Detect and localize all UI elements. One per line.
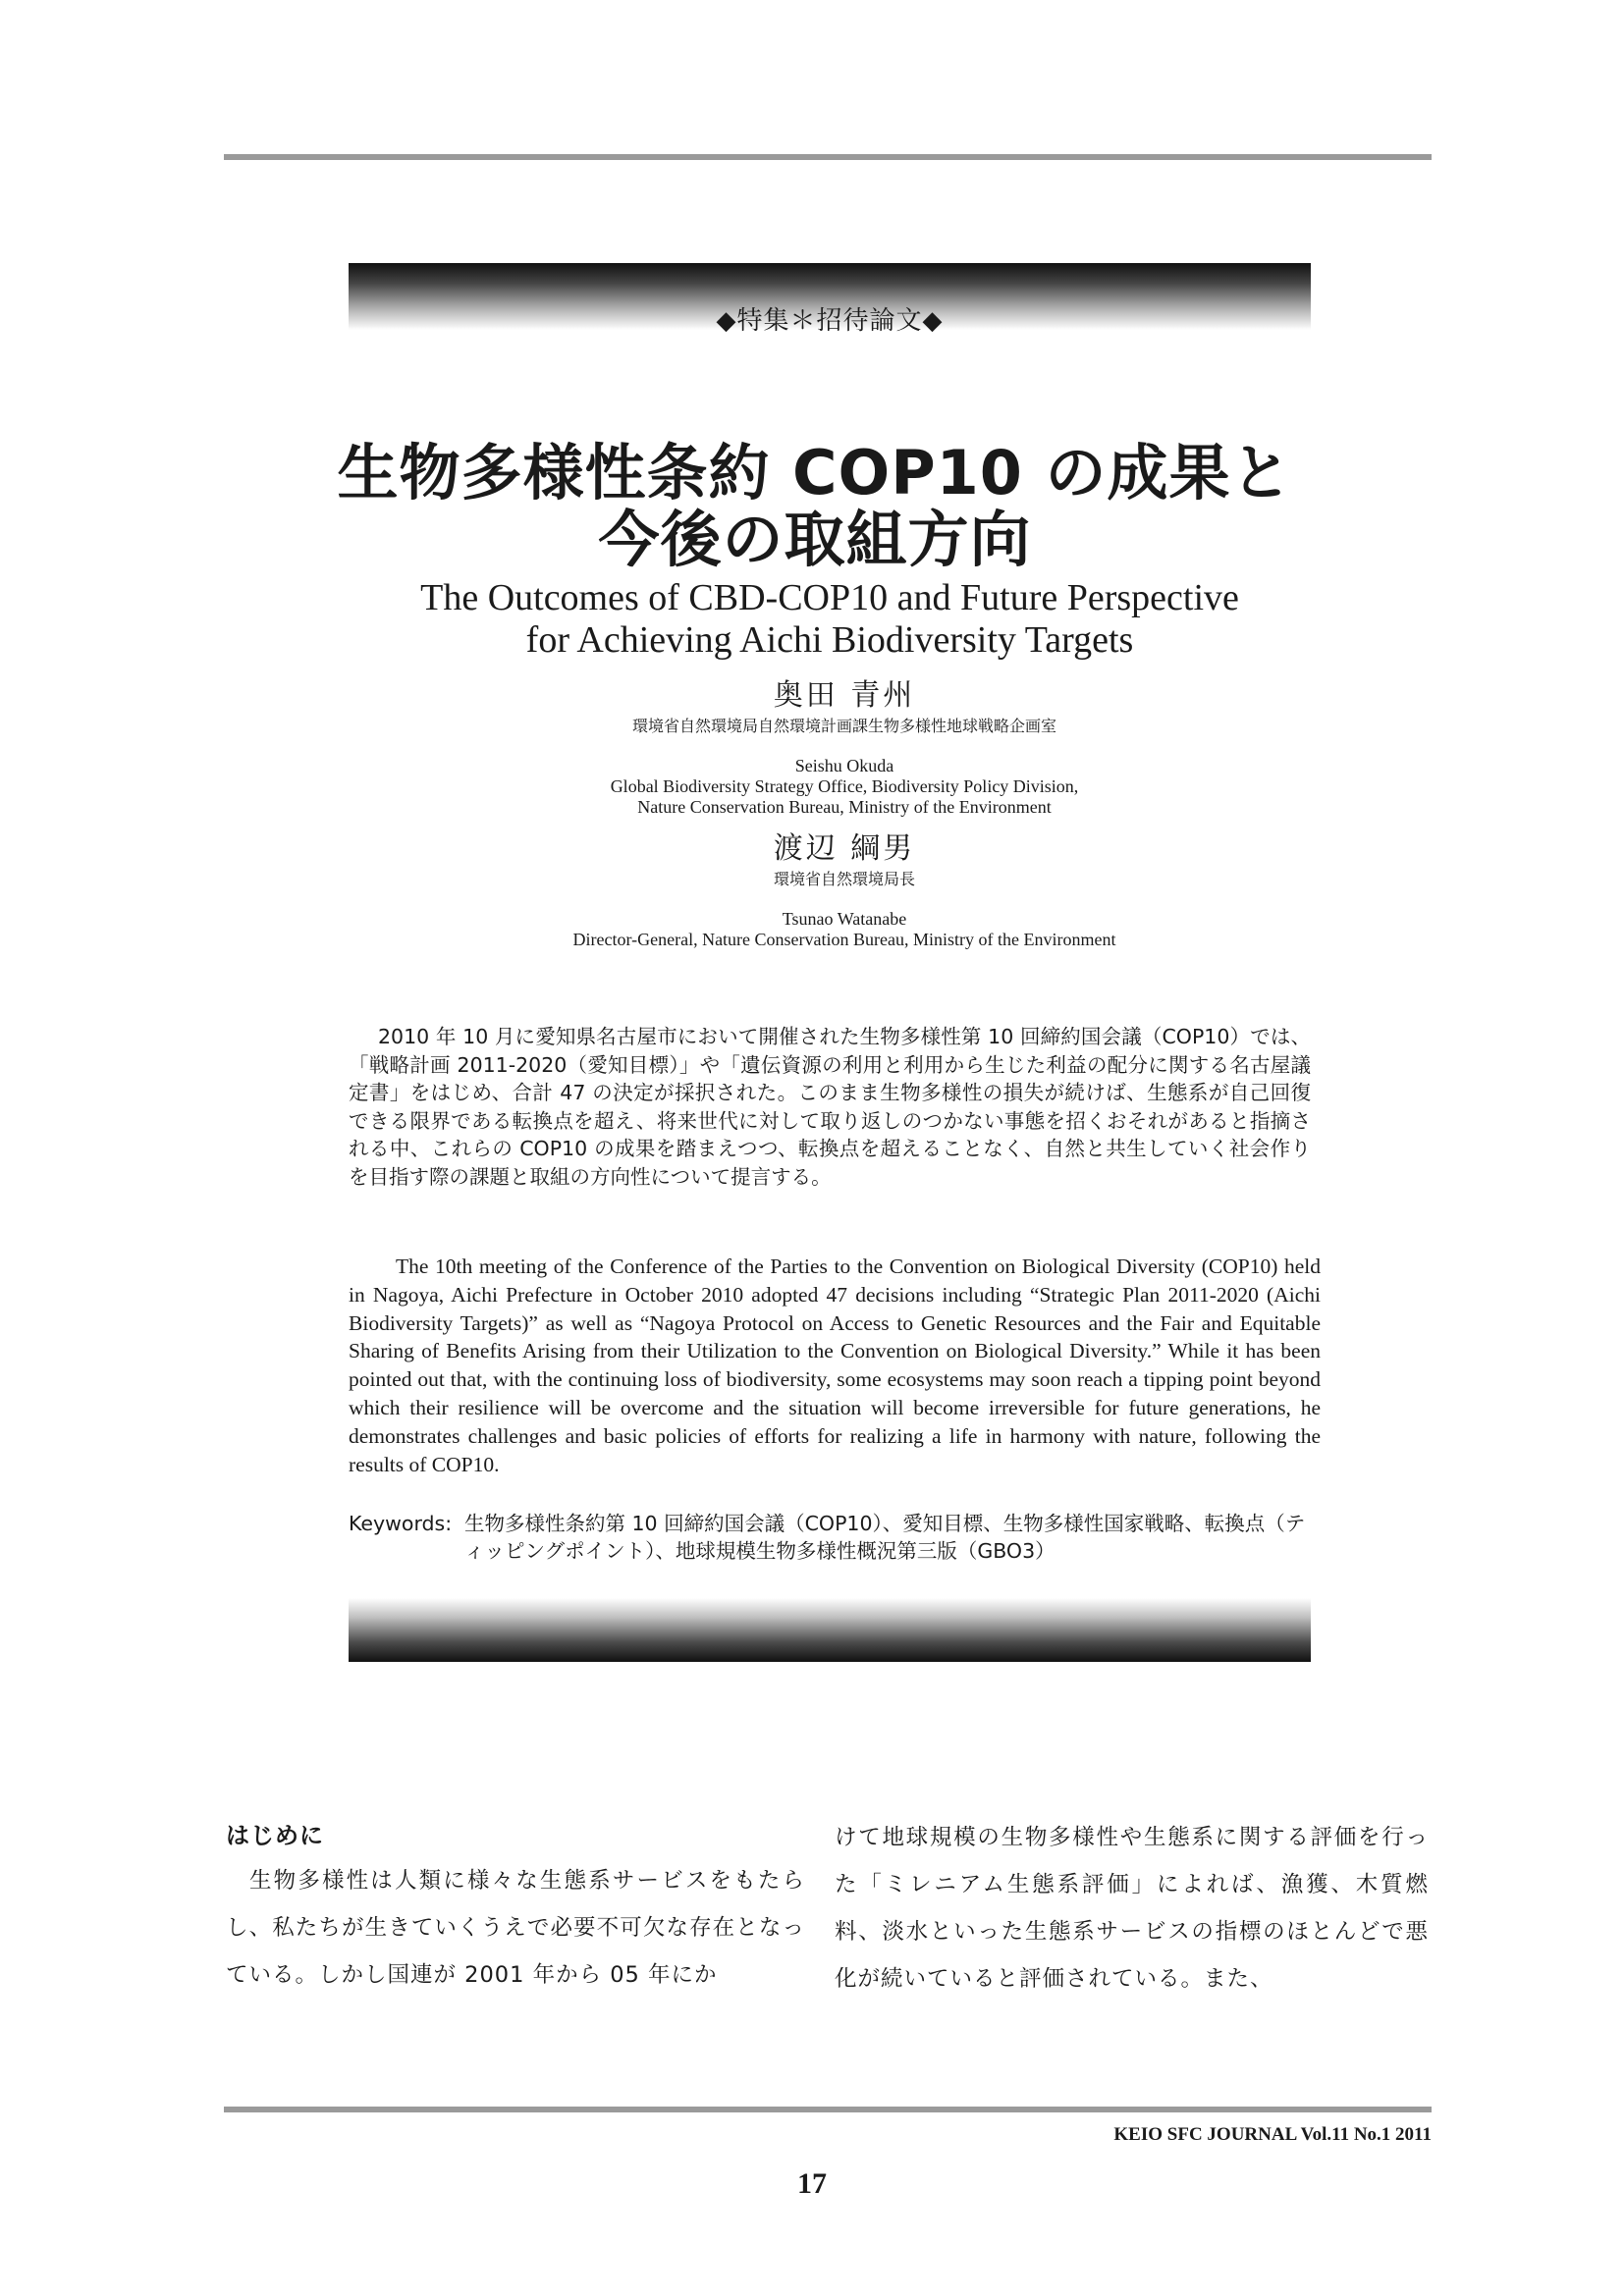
body-paragraph: 生物多様性は人類に様々な生態系サービスをもたらし、私たちが生きていくうえで必要不可欠な存在となっている。しかし国連が 2001 年から 05 年にか (226, 1868, 805, 1988)
title-en-line2: for Achieving Aichi Biodiversity Targets (525, 619, 1134, 661)
author-affiliation-ja: 環境省自然環境局自然環境計画課生物多様性地球戦略企画室 (631, 717, 1056, 735)
top-rule (224, 154, 1432, 160)
journal-footer: KEIO SFC JOURNAL Vol.11 No.1 2011 (1113, 2124, 1432, 2145)
title-japanese (324, 437, 1306, 575)
bottom-rule (224, 2107, 1432, 2112)
body-paragraph: けて地球規模の生物多様性や生態系に関する評価を行った「ミレニアム生態系評価」によれば、漁獲、木質燃料、淡水といった生態系サービスの指標のほとんどで悪化が続いていると評価されている。また、 (835, 1825, 1429, 1992)
author-name-ja: 渡辺 綱男 (773, 831, 916, 866)
body-column-left (226, 1814, 805, 1999)
keywords-label: Keywords: (349, 1512, 453, 1535)
abstract-bottom-gradient-bar (349, 1598, 1311, 1662)
section-heading: はじめに (226, 1822, 324, 1849)
title-english (324, 577, 1335, 662)
title-ja-line2: 今後の取組方向 (598, 504, 1032, 575)
author-affiliation-en-line2: Nature Conservation Bureau, Ministry of the Environment (637, 797, 1052, 817)
author-affiliation-ja: 環境省自然環境局長 (773, 870, 915, 888)
author-name-en: Tsunao Watanabe (782, 909, 907, 929)
abstract-english: The 10th meeting of the Conference of the Parties to the Convention on Biological Diversity (COP10) held in Nagoya, Aichi Prefecture in October 2010 adopted 47 decisions including “Strategic Plan 2011-2020 (Aichi Biodiversity Targets)” as well as “Nagoya Protocol on Access to Genetic Resources and the Fair and Equitable Sharing of Benefits Arising from their Utilization to the Convention on Biological Diversity.” While it has been pointed out that, with the continuing loss of biodiversity, some ecosystems may soon reach a tipping point beyond which their resilience will be overcome and the situation will become irreversible for future generations, he demonstrates challenges and basic policies of efforts for realizing a life in harmony with nature, following the results of COP10. (349, 1255, 1321, 1476)
abstract-japanese: 2010 年 10 月に愛知県名古屋市において開催された生物多様性第 10 回締約国会議（COP10）では、「戦略計画 2011-2020（愛知目標）」や「遺伝資源の利用と利用から生じた利益の配分に関する名古屋議定書」をはじめ、合計 47 の決定が採択された。このまま生物多様性の損失が続けば、生態系が自己回復できる限界である転換点を超え、将来世代に対して取り返しのつかない事態を招くおそれがあると指摘される中、これらの COP10 の成果を踏まえつつ、転換点を超えることなく、自然と共生していく社会作りを目指す際の課題と取組の方向性について提言する。 (349, 1025, 1311, 1189)
author-name-ja: 奥田 青州 (773, 678, 916, 713)
author-block-2 (422, 830, 1267, 950)
author-block-1 (422, 677, 1267, 818)
body-column-right (835, 1814, 1429, 2002)
author-name-en: Seishu Okuda (794, 756, 894, 775)
title-ja-line1: 生物多様性条約 COP10 の成果と (337, 437, 1293, 508)
page-number: 17 (797, 2167, 827, 2200)
author-affiliation-en-line1: Director-General, Nature Conservation Bureau, Ministry of the Environment (572, 930, 1116, 949)
keywords-text: 生物多様性条約第 10 回締約国会議（COP10）、愛知目標、生物多様性国家戦略、転換点（ティッピングポイント）、地球規模生物多様性概況第三版（GBO3） (464, 1512, 1306, 1563)
author-affiliation-en-line1: Global Biodiversity Strategy Office, Biodiversity Policy Division, (610, 776, 1079, 796)
feature-label: ◆特集＊招待論文◆ (716, 306, 944, 336)
title-en-line1: The Outcomes of CBD-COP10 and Future Perspective (420, 577, 1239, 618)
